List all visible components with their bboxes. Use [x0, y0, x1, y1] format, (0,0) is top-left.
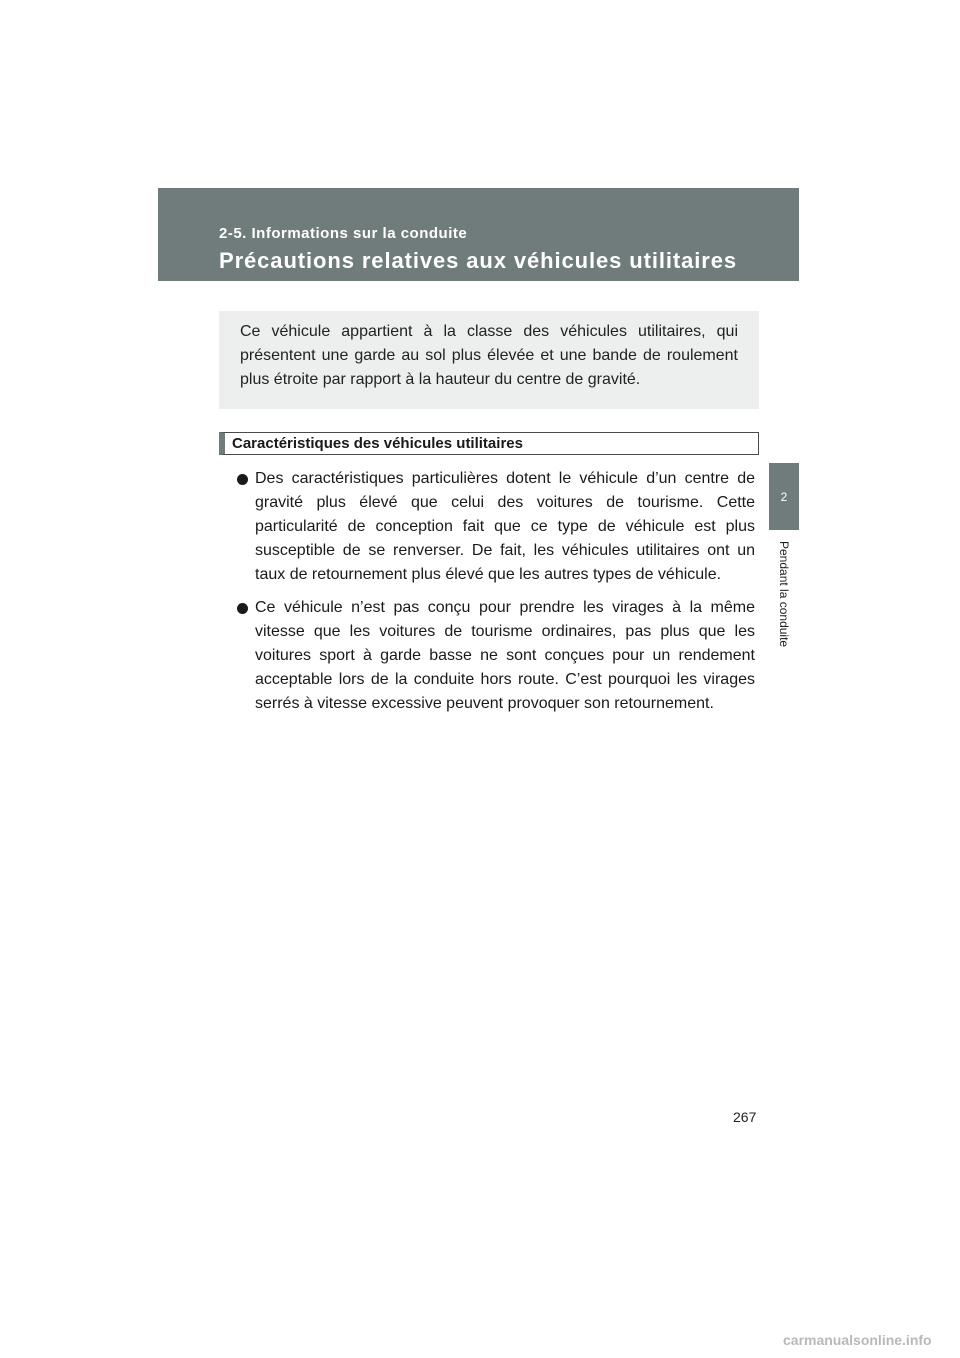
- section-heading: Caractéristiques des véhicules utilitaires: [219, 432, 759, 455]
- intro-text: Ce véhicule appartient à la classe des véhicules utilitaires, qui présentent une garde au sol plus élevée et une bande de roulement plus étroite par rapport à la hauteur du centre de gravité.: [240, 323, 738, 388]
- bullet-dot-icon: [237, 474, 248, 485]
- list-item: [237, 596, 755, 716]
- intro-box: [219, 311, 759, 409]
- page-number: 267: [733, 1109, 757, 1125]
- page-title: Précautions relatives aux véhicules utilitaires: [219, 248, 737, 273]
- list-item: [237, 467, 755, 587]
- watermark: carmanualsonline.info: [783, 1332, 932, 1348]
- chapter-title: Pendant la conduite: [777, 541, 791, 648]
- bullet-list: [237, 467, 755, 725]
- bullet-dot-icon: [237, 603, 248, 614]
- chapter-tab: [769, 463, 799, 530]
- chapter-number: 2: [780, 490, 788, 504]
- bullet-text: Des caractéristiques particulières dotent le véhicule d’un centre de gravité plus élevé que celui des voitures de tourisme. Cette particularité de conception fait que ce type de véhicule est plus susceptible de se renverser. De fait, les véhicules utilitaires ont un taux de retournement plus élevé que les autres types de véhicule.: [255, 470, 755, 583]
- bullet-text: Ce véhicule n’est pas conçu pour prendre les virages à la même vitesse que les voitures de tourisme ordinaires, pas plus que les voitures sport à garde basse ne sont conçues pour un rendement acceptable lors de la conduite hors route. C’est pourquoi les virages serrés à vitesse excessive peuvent provoquer son retournement.: [255, 599, 755, 712]
- section-label: 2-5. Informations sur la conduite: [219, 225, 468, 242]
